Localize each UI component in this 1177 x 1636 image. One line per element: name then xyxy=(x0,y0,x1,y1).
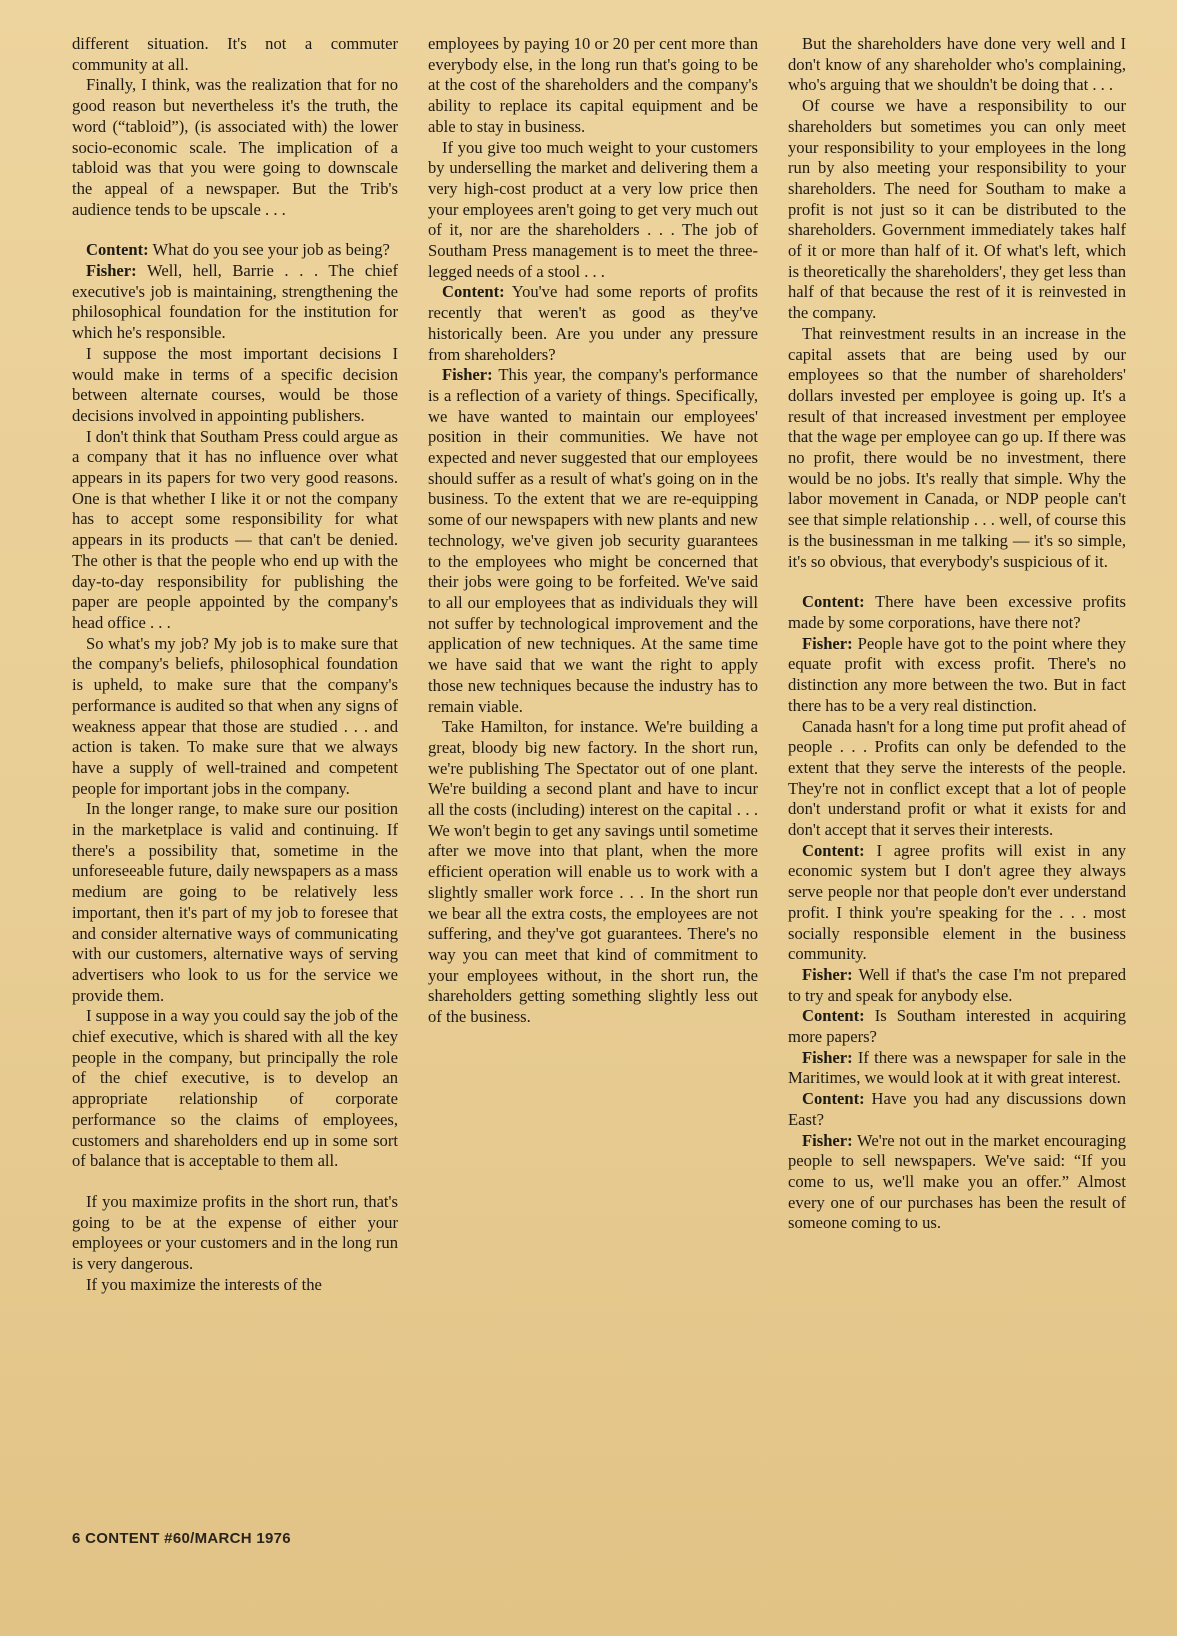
paragraph: I suppose the most important decisions I would make in terms of a specific decision between alternate courses, would be those decisions involved in appointing publishers. xyxy=(72,343,398,425)
paragraph: Canada hasn't for a long time put profit ahead of people . . . Profits can only be defended to the extent that they serve the interests of the people. They're not in conflict except that a lot of people don't understand profit or what it exists for and don't accept that it serves their interests. xyxy=(788,716,1126,840)
interview-question: Content: I agree profits will exist in any economic system but I don't agree they always serve people nor that people don't ever understand profit. I think you're speaking for the . . . most socially responsible element in the business community. xyxy=(788,840,1126,964)
text-column-1 xyxy=(72,34,398,1295)
paragraph: I suppose in a way you could say the job of the chief executive, which is shared with all the key people in the company, but principally the role of the chief executive, is to develop an appropriate relationship of corporate performance so the claims of employees, customers and shareholders end up in some sort of balance that is acceptable to them all. xyxy=(72,1006,398,1171)
interview-answer: Fisher: We're not out in the market encouraging people to sell newspapers. We've said: “If you come to us, we'll make you an offer.” Almost every one of our purchases has been the result of someone coming to us. xyxy=(788,1130,1126,1233)
paragraph: Take Hamilton, for instance. We're building a great, bloody big new factory. In the short run, we're publishing The Spectator out of one plant. We're building a second plant and have to incur all the costs (including) interest on the capital . . . We won't begin to get any savings until sometime after we move into that plant, when the more efficient operation will enable us to work with a slightly smaller work force . . . In the short run we bear all the extra costs, the employees are not suffering, and they've got guarantees. There's no way you can meet that kind of commitment to your employees without, in the short run, the shareholders getting something slightly less out of the business. xyxy=(428,717,758,1027)
paragraph: In the longer range, to make sure our position in the marketplace is valid and continuing. If there's a possibility that, sometime in the unforeseeable future, daily newspapers as a mass medium are going to be relatively less important, then it's part of my job to foresee that and consider alternative ways of communicating with our customers, alternative ways of serving advertisers who look to us for the service we provide them. xyxy=(72,799,398,1005)
interview-question: Content: Have you had any discussions down East? xyxy=(788,1089,1126,1129)
interview-answer: Fisher: If there was a newspaper for sale in the Maritimes, we would look at it with great interest. xyxy=(788,1047,1126,1088)
paragraph: If you maximize the interests of the xyxy=(86,1274,322,1294)
interview-answer: Fisher: Well, hell, Barrie . . . The chief executive's job is maintaining, strengthening the philosophical foundation for the institution for which he's responsible. xyxy=(72,261,398,343)
text-column-3 xyxy=(788,34,1126,1234)
interview-question: Content: You've had some reports of profits recently that weren't as good as they've historically been. Are you under any pressure from shareholders? xyxy=(428,282,758,364)
paragraph: But the shareholders have done very well and I don't know of any shareholder who's complaining, who's arguing that we shouldn't be doing that . . . xyxy=(788,34,1126,95)
interview-question: Content: Is Southam interested in acquiring more papers? xyxy=(788,1006,1127,1047)
paragraph: Finally, I think, was the realization that for no good reason but nevertheless it's the truth, the word (“tabloid”), (is associated with) the lower socio-economic scale. The implication of a tabloid was that you were going to downscale the appeal of a newspaper. But the Trib's audience tends to be upscale . . . xyxy=(72,75,398,219)
paragraph: If you give too much weight to your customers by underselling the market and delivering them a very high-cost product at a very low price then your employees aren't going to get very much out of it, nor are the shareholders . . . The job of Southam Press management is to meet the three-legged needs of a stool . . . xyxy=(428,137,758,281)
text-column-2 xyxy=(428,34,758,1028)
page-footer: 6 CONTENT #60/MARCH 1976 xyxy=(72,1530,291,1547)
interview-answer: Fisher: This year, the company's performance is a reflection of a variety of things. Specifically, we have wanted to maintain our employees' position in their communities. We have not expected and never suggested that our employees should suffer as a result of what's going on in the business. To the extent that we are re-equipping some of our newspapers with new plants and new technology, we've given job security guarantees to the employees who might be concerned that their jobs were going to be forfeited. We've said to all our employees that as individuals they will not suffer by technological improvement and the application of new techniques. At the same time we have said that we want the right to apply those new techniques because the industry has to remain viable. xyxy=(428,365,758,716)
interview-question: Content: What do you see your job as being? xyxy=(86,240,390,260)
paragraph: Of course we have a responsibility to our shareholders but sometimes you can only meet your responsibility to your employees in the long run by also meeting your responsibility to your shareholders. The need for Southam to make a profit is not just so it can be distributed to the shareholders. Government immediately takes half of it or more than half of it. Of what's left, which is theoretically the shareholders', they get less than half of that because the rest of it is reinvested in the company. xyxy=(788,96,1126,323)
interview-question: Content: There have been excessive profits made by some corporations, have there not? xyxy=(788,592,1126,632)
paragraph: So what's my job? My job is to make sure that the company's beliefs, philosophical foundation is upheld, to make sure that the company's performance is audited so that when any signs of weakness appear that those are studied . . . and action is taken. To make sure that we always have a supply of well-trained and competent people for important jobs in the company. xyxy=(72,633,398,798)
interview-answer: Fisher: People have got to the point where they equate profit with excess profit. There's no distinction any more between the two. But in fact there has to be a very real distinction. xyxy=(788,633,1126,715)
interview-answer: Fisher: Well if that's the case I'm not prepared to try and speak for anybody else. xyxy=(788,964,1126,1005)
paragraph: I don't think that Southam Press could argue as a company that it has no influence over what appears in its papers for two very good reasons. One is that whether I like it or not the company has to accept some responsibility for what appears in its products — that can't be denied. The other is that the people who end up with the day-to-day responsibility for publishing the paper are people appointed by the company's head office . . . xyxy=(72,426,398,632)
paragraph: That reinvestment results in an increase in the capital assets that are being used by our employees so that the number of shareholders' dollars invested per employee is going up. It's a result of that increased investment per employee that the wage per employee can go up. If there was no profit, there would be no investment, there would be no jobs. It's really that simple. Why the labor movement in Canada, or NDP people can't see that simple relationship . . . well, of course this is the businessman in me talking — it's so simple, it's so obvious, that everybody's suspicious of it. xyxy=(788,323,1126,571)
paragraph: If you maximize profits in the short run, that's going to be at the expense of either your employees or your customers and in the long run is very dangerous. xyxy=(72,1191,398,1274)
paragraph: employees by paying 10 or 20 per cent more than everybody else, in the long run that's going to be at the cost of the shareholders and the company's ability to replace its capital equipment and be able to stay in business. xyxy=(428,34,758,136)
paragraph: different situation. It's not a commuter community at all. xyxy=(72,34,398,74)
